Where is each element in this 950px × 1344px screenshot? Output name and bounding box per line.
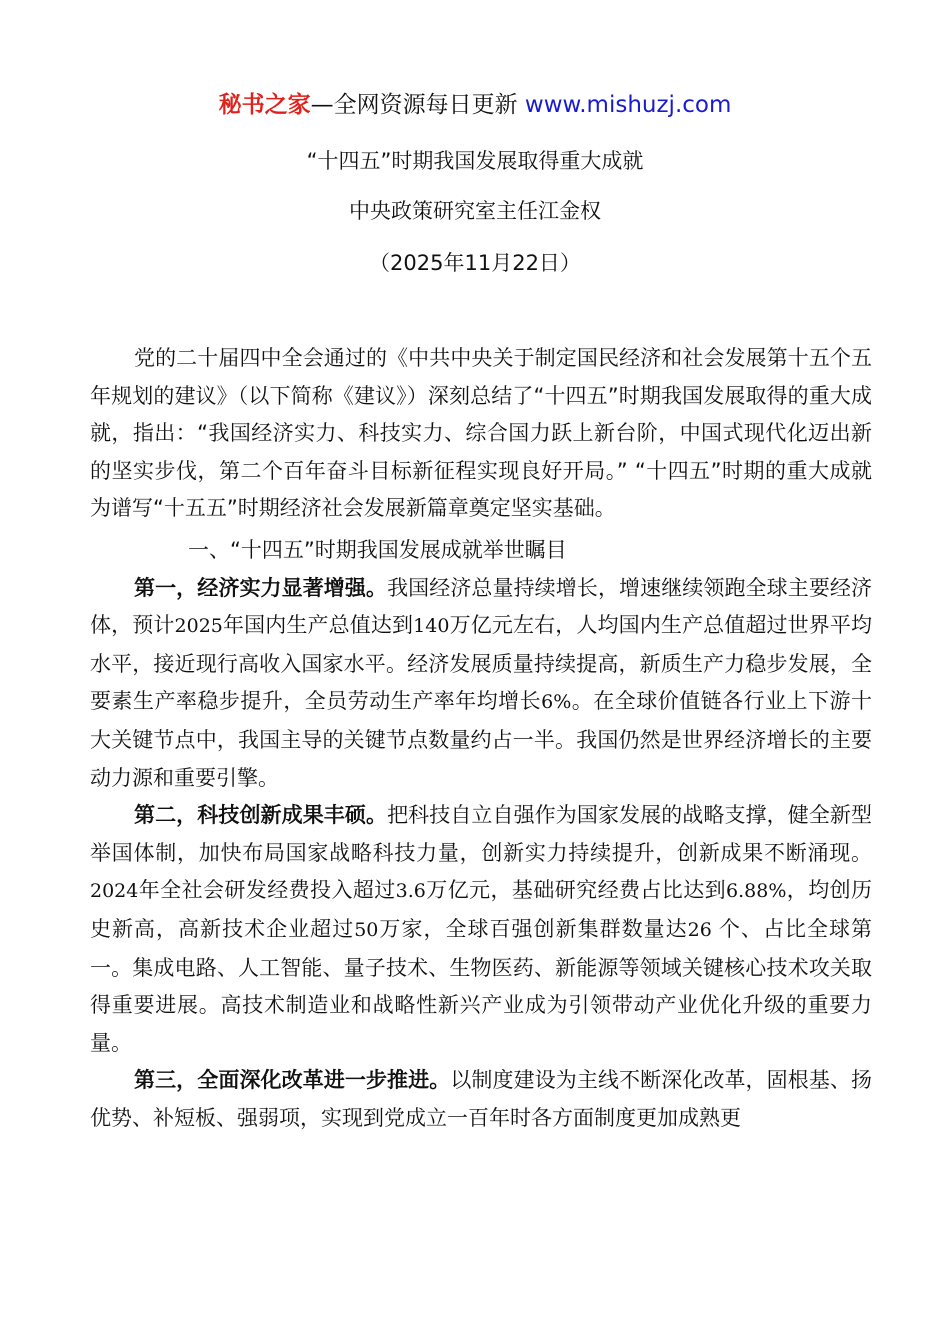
site-url-link[interactable]: www.mishuzj.com: [524, 92, 732, 118]
text: 把科技自立自强作为国家发展的战略支撑，健全新型举国体制，加快布局国家战略科技力量，创新实力持续提升，创新成果不断涌现。: [90, 803, 873, 865]
number: 50: [354, 918, 379, 941]
paragraph-technology: [90, 797, 872, 1062]
section-heading: 一、“十四五”时期我国发展成就举世瞩目: [188, 537, 567, 562]
number: 6%: [541, 691, 572, 714]
text: 万家，全球百强创新集群数量达: [378, 916, 688, 941]
text: 我国经济总量持续增长，增速继续领跑全球主要经济体，预计: [90, 575, 873, 638]
text: 万亿元左右，人均国内生产总值超过世界平均水平，接近现行高收入国家水平。经济发展质量持续提高，新质生产力稳步发展，全要素生产率稳步提升，全员劳动生产率年均增长: [90, 613, 873, 714]
number: 2024: [90, 880, 139, 903]
document-title: “十四五”时期我国发展取得重大成就: [306, 149, 644, 173]
number: 6.88%: [726, 880, 787, 903]
text: 以制度建设为主线不断深化改革，固根基、扬优势、补短板、强弱项，实现到党成立一百年时各方面制度更加成熟更: [90, 1068, 873, 1130]
number: 26: [687, 918, 719, 941]
text: 。在全球价值链各行业上下游十大关键节点中，我国主导的关键节点数量约占一半。我国仍然是世界经济增长的主要动力源和重要引擎。: [90, 689, 873, 790]
number: 3.6: [395, 880, 426, 903]
paragraph-lead: 第一，经济实力显著增强。: [134, 575, 388, 600]
site-slogan: —全网资源每日更新: [310, 92, 525, 118]
paragraph-economy: [90, 570, 872, 798]
text: ，均创历史新高，高新技术企业超过: [90, 878, 873, 941]
paragraph-lead: 第三，全面深化改革进一步推进。: [134, 1068, 451, 1093]
text: 万亿元，基础研究经费占比达到: [425, 878, 727, 903]
site-header: [0, 88, 950, 122]
text: 个、占比全球第一。集成电路、人工智能、量子技术、生物医药、新能源等领域关键核心技术攻关取得重要进展。高技术制造业和战略性新兴产业成为引领带动产业优化升级的重要力量。: [90, 916, 873, 1055]
document-body: [90, 340, 872, 1137]
site-brand: 秘书之家: [218, 92, 311, 118]
number: 2025: [174, 615, 223, 638]
paragraph-reform: [90, 1062, 872, 1137]
document-date: （2025年11月22日）: [369, 251, 581, 275]
paragraph-lead: 第二，科技创新成果丰硕。: [134, 803, 388, 828]
text: 年国内生产总值达到: [222, 613, 414, 638]
document-author: 中央政策研究室主任江金权: [349, 199, 601, 223]
intro-paragraph: 党的二十届四中全会通过的《中共中央关于制定国民经济和社会发展第十五个五年规划的建议》（以下简称《建议》）深刻总结了“十四五”时期我国发展取得的重大成就，指出：“我国经济实力、科技实力、综合国力跃上新台阶，中国式现代化迈出新的坚实步伐，第二个百年奋斗目标新征程实现良好开局。” “十四五”时期的重大成就为谱写“十五五”时期经济社会发展新篇章奠定坚实基础。: [90, 346, 872, 521]
text: 年全社会研发经费投入超过: [138, 878, 396, 903]
number: 140: [413, 615, 450, 638]
